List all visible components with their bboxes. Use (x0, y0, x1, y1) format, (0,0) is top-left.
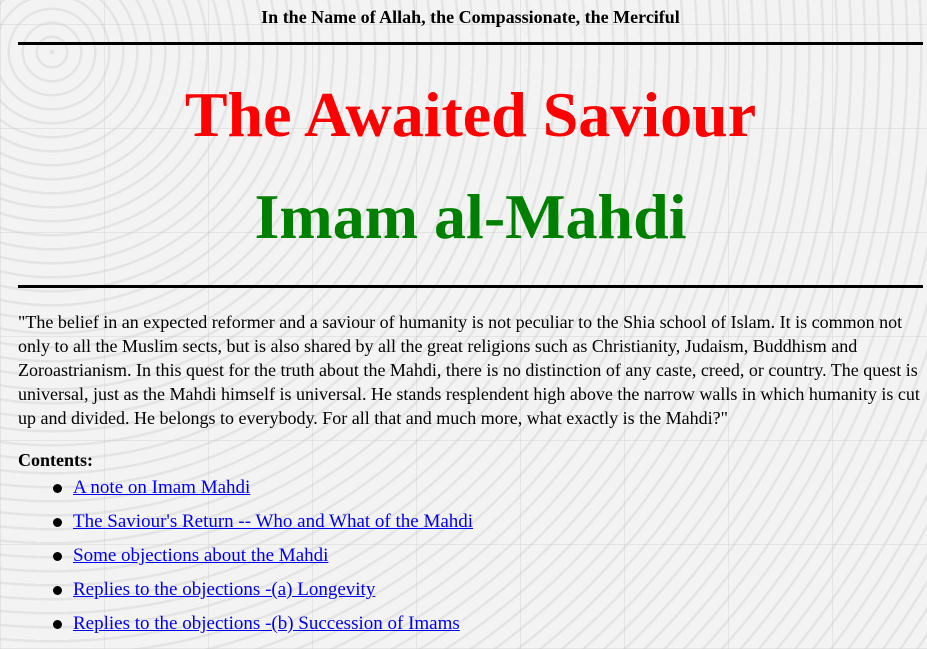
bullet-icon (53, 620, 62, 629)
list-item (18, 578, 923, 612)
bottom-divider (18, 285, 923, 288)
intro-paragraph: "The belief in an expected reformer and a saviour of humanity is not peculiar to the Shia school of Islam. It is common not only to all the Muslim sects, but is also shared by all the great religions such as Christianity, Judaism, Buddhism and Zoroastrianism. In this quest for the truth about the Mahdi, there is no distinction of any caste, creed, or country. The quest is universal, just as the Mahdi himself is universal. He stands resplendent high above the narrow walls in which humanity is cut up and divided. He belongs to everybody. For all that and much more, what exactly is the Mahdi?" (18, 312, 920, 428)
toc-link-replies-longevity[interactable]: Replies to the objections -(a) Longevity (73, 579, 376, 600)
list-item (18, 476, 923, 510)
toc-link-some-objections[interactable]: Some objections about the Mahdi (73, 545, 329, 566)
bullet-icon (53, 552, 62, 561)
list-item (18, 510, 923, 544)
bullet-icon (53, 484, 62, 493)
page-title: The Awaited Saviour (184, 79, 757, 150)
toc-link-note-on-imam-mahdi[interactable]: A note on Imam Mahdi (73, 477, 251, 498)
top-divider (18, 42, 923, 45)
list-item (18, 612, 923, 646)
bullet-icon (53, 518, 62, 527)
contents-label: Contents: (18, 450, 93, 470)
bismillah-heading: In the Name of Allah, the Compassionate, the Merciful (261, 7, 680, 27)
page (18, 0, 923, 646)
bullet-icon (53, 586, 62, 595)
list-item (18, 544, 923, 578)
page-subtitle: Imam al-Mahdi (254, 181, 687, 252)
toc-link-saviours-return[interactable]: The Saviour's Return -- Who and What of the Mahdi (73, 511, 474, 532)
toc-link-replies-succession[interactable]: Replies to the objections -(b) Succession of Imams (73, 613, 460, 634)
contents-list (18, 476, 923, 646)
